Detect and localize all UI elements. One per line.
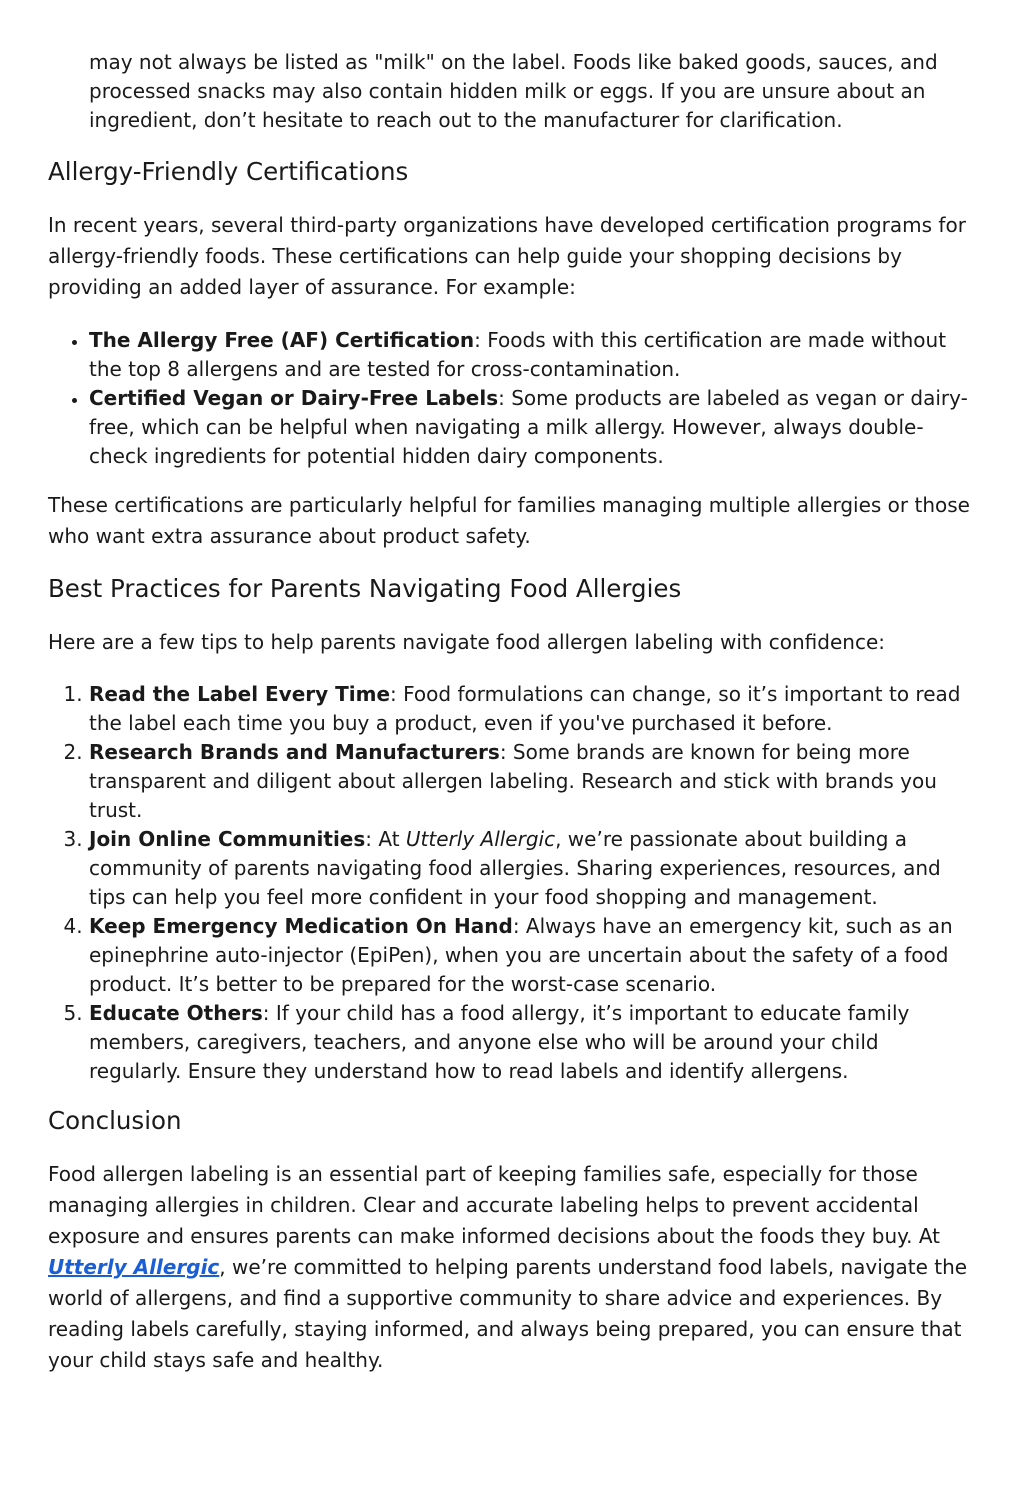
item-title: The Allergy Free (AF) Certification	[89, 328, 475, 352]
conclusion-text: , we’re committed to helping parents understand food labels, navigate the world of allergens, and find a supportive community to share advice and experiences. By reading labels carefully, staying informed, and always being prepared, you can ensure that your child stays safe and healthy.	[48, 1255, 968, 1372]
item-title: Join Online Communities	[89, 827, 366, 851]
list-item	[89, 680, 976, 738]
best-practices-intro: Here are a few tips to help parents navigate food allergen labeling with confidence:	[48, 630, 885, 654]
certifications-list	[48, 326, 976, 471]
list-item	[89, 738, 976, 825]
item-title: Research Brands and Manufacturers	[89, 740, 500, 764]
list-item	[89, 912, 976, 999]
utterly-allergic-link[interactable]: Utterly Allergic	[48, 1255, 220, 1279]
item-text: : If your child has a food allergy, it’s important to educate family members, caregivers, teachers, and anyone else who will be around your child regularly. Ensure they understand how to read labels and identify allergens.	[89, 1001, 910, 1083]
item-text: : Foods with this certification are made without the top 8 allergens and are tested for cross-contamination.	[89, 328, 947, 381]
certifications-heading: Allergy-Friendly Certifications	[48, 157, 409, 186]
conclusion-text: Food allergen labeling is an essential part of keeping families safe, especially for those managing allergies in children. Clear and accurate labeling helps to prevent accidental exposure and ensures parents can make informed decisions about the foods they buy. At	[48, 1162, 941, 1248]
item-title: Keep Emergency Medication On Hand	[89, 914, 513, 938]
list-item	[89, 384, 976, 471]
certifications-intro: In recent years, several third-party organizations have developed certification programs for allergy-friendly foods. These certifications can help guide your shopping decisions by providing an added layer of assurance. For example:	[48, 213, 966, 299]
item-title: Educate Others	[89, 1001, 263, 1025]
item-title: Certified Vegan or Dairy-Free Labels	[89, 386, 499, 410]
item-text: , we’re passionate about building a community of parents navigating food allergies. Sharing experiences, resources, and tips can help you feel more confident in your food shopping and management.	[89, 827, 941, 909]
list-item	[89, 825, 976, 912]
item-text: : Always have an emergency kit, such as an epinephrine auto-injector (EpiPen), when you are uncertain about the safety of a food product. It’s better to be prepared for the worst-case scenario.	[89, 914, 953, 996]
list-item	[89, 999, 976, 1086]
list-item	[89, 326, 976, 384]
best-practices-heading: Best Practices for Parents Navigating Food Allergies	[48, 574, 682, 603]
item-title: Read the Label Every Time	[89, 682, 391, 706]
item-text: : Some brands are known for being more transparent and diligent about allergen labeling. Research and stick with brands you trust.	[89, 740, 937, 822]
certifications-outro: These certifications are particularly helpful for families managing multiple allergies or those who want extra assurance about product safety.	[48, 493, 970, 548]
item-text: : Some products are labeled as vegan or dairy-free, which can be helpful when navigating a milk allergy. However, always double-check ingredients for potential hidden dairy components.	[89, 386, 968, 468]
item-text: : Food formulations can change, so it’s important to read the label each time you buy a product, even if you've purchased it before.	[89, 682, 961, 735]
item-text: : At	[365, 827, 406, 851]
best-practices-list	[48, 680, 976, 1086]
brand-name: Utterly Allergic	[405, 827, 556, 851]
conclusion-paragraph	[48, 1159, 976, 1376]
document-page	[0, 48, 1024, 1495]
intro-continuation: may not always be listed as "milk" on the label. Foods like baked goods, sauces, and processed snacks may also contain hidden milk or eggs. If you are unsure about an ingredient, don’t hesitate to reach out to the manufacturer for clarification.	[89, 50, 938, 132]
conclusion-heading: Conclusion	[48, 1106, 182, 1135]
